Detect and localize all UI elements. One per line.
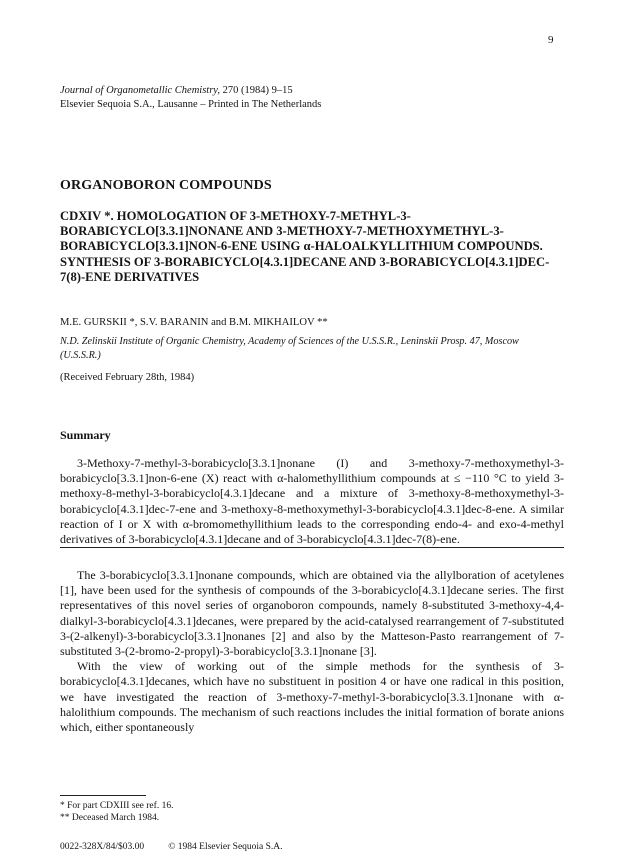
authors: M.E. GURSKII *, S.V. BARANIN and B.M. MIKHAILOV ** <box>60 317 328 328</box>
footnote-divider <box>60 795 146 796</box>
copyright-notice: © 1984 Elsevier Sequoia S.A. <box>168 842 283 852</box>
body-paragraph-1: The 3-borabicyclo[3.3.1]nonane compounds, which are obtained via the allylboration of acetylenes [1], have been used for the synthesis of compounds of the 3-borabicyclo[4.3.1]decane series. The first representatives of this novel series of organoboron compounds, namely 8-substituted 3-methoxy-4,4-dialkyl-3-borabicyclo[4.3.1]decanes, were prepared by the acid-catalysed rearrangement of 7-substituted 3-(2-alkenyl)-3-borabicyclo[3.3.1]nonanes [2] and also by the Matteson-Pasto rearrangement of 7-substituted 3-(2-bromo-2-propyl)-3-borabicyclo[3.3.1]nonane [3]. <box>60 568 564 659</box>
footnote-1: * For part CDXIII see ref. 16. <box>60 801 174 811</box>
summary-heading: Summary <box>60 428 111 442</box>
footnote-2: ** Deceased March 1984. <box>60 813 160 823</box>
section-divider <box>60 547 564 548</box>
article-title: CDXIV *. HOMOLOGATION OF 3-METHOXY-7-METHYL-3-BORABICYCLO[3.3.1]NONANE AND 3-METHOXY-7-METHOXYMETHYL-3-BORABICYCLO[3.3.1]NON-6-ENE USING α-HALOALKYLLITHIUM COMPOUNDS. SYNTHESIS OF 3-BORABICYCLO[4.3.1]DECANE AND 3-BORABICYCLO[4.3.1]DEC-7(8)-ENE DERIVATIVES <box>60 209 550 284</box>
publisher-line: Elsevier Sequoia S.A., Lausanne – Printed in The Netherlands <box>60 98 322 110</box>
body-paragraph-2: With the view of working out of the simple methods for the synthesis of 3-borabicyclo[4.3.1]decanes, which have no substituent in position 4 or have one radical in this position, we have investigated the reaction of 3-methoxy-7-methyl-3-borabicyclo[3.3.1]nonane with α-halolithium compounds. The mechanism of such reactions includes the initial formation of borate anions which, either spontaneously <box>60 659 564 735</box>
journal-volume: 270 (1984) 9–15 <box>220 85 293 96</box>
page-footer <box>60 842 283 852</box>
footnotes <box>60 800 173 824</box>
journal-citation <box>60 84 321 111</box>
journal-name-line <box>60 84 321 98</box>
journal-name: Journal of Organometallic Chemistry, <box>60 85 221 96</box>
issn-code: 0022-328X/84/$03.00 <box>60 842 145 852</box>
affiliation: N.D. Zelinskii Institute of Organic Chemistry, Academy of Sciences of the U.S.S.R., Leninskii Prosp. 47, Moscow (U.S.S.R.) <box>60 336 519 361</box>
received-date: (Received February 28th, 1984) <box>60 372 195 383</box>
article-body <box>60 568 564 735</box>
page-number: 9 <box>548 34 554 46</box>
summary-abstract <box>60 456 564 547</box>
series-heading: ORGANOBORON COMPOUNDS <box>60 178 272 193</box>
summary-paragraph: 3-Methoxy-7-methyl-3-borabicyclo[3.3.1]nonane (I) and 3-methoxy-7-methoxymethyl-3-borabicyclo[3.3.1]non-6-ene (X) react with α-halomethyllithium compounds at ≤ −110 °C to yield 3-methoxy-8-methyl-3-borabicyclo[4.3.1]decane and a mixture of 3-methoxy-8-methoxymethyl-3-borabicyclo[4.3.1]dec-7-ene and 3-methoxy-8-methoxymethyl-3-borabicyclo[4.3.1]dec-8-ene. A similar reaction of I or X with α-bromomethyllithium leads to the corresponding endo-4- and exo-4-methyl derivatives of 3-borabicyclo[4.3.1]decane and of 3-borabicyclo[4.3.1]dec-7(8)-ene. <box>60 456 564 547</box>
